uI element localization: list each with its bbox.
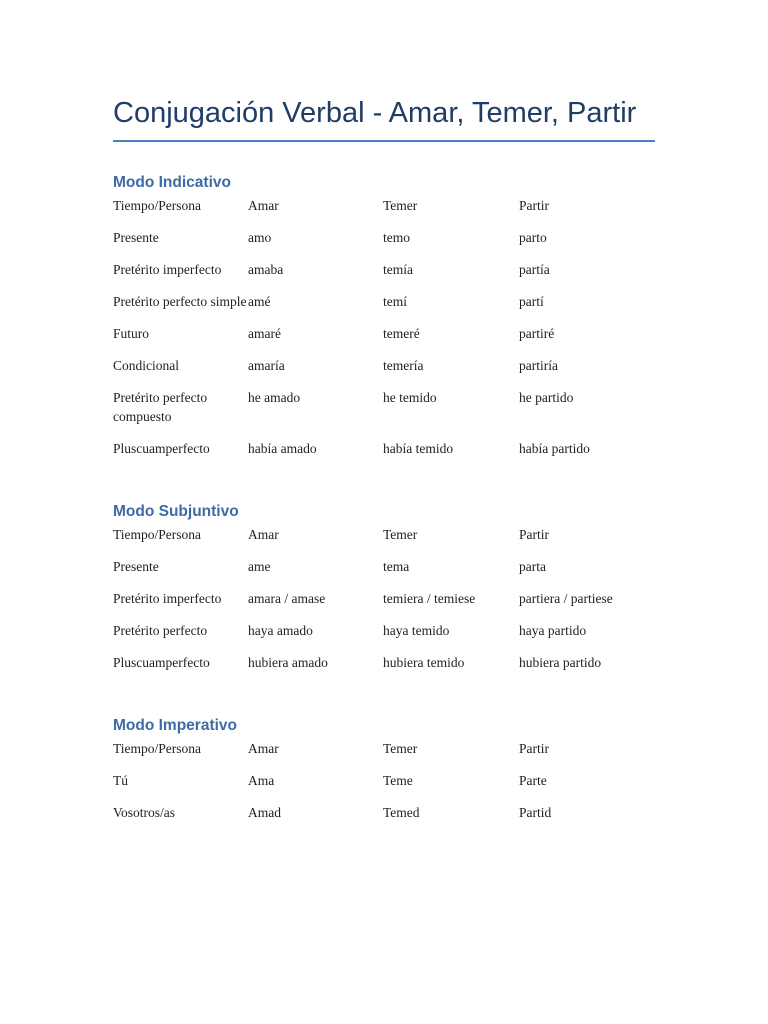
tense-label: Presente [113, 559, 159, 574]
table-row [113, 292, 655, 324]
conjugation-cell: amara / amase [248, 591, 326, 606]
table-header-row [113, 196, 655, 228]
column-header: Tiempo/Persona [113, 741, 202, 756]
column-header: Temer [383, 198, 418, 213]
table-row [113, 388, 655, 439]
table-header-row [113, 525, 655, 557]
conjugation-cell: había partido [519, 441, 590, 456]
table-row [113, 621, 655, 653]
table-row [113, 356, 655, 388]
conjugation-cell: he amado [248, 390, 301, 405]
conjugation-cell: temeré [383, 326, 420, 341]
conjugation-cell: parto [519, 230, 547, 245]
conjugation-cell: temía [383, 262, 413, 277]
column-header: Partir [519, 741, 549, 756]
table-header-row [113, 739, 655, 771]
tense-label: Pretérito imperfecto [113, 591, 222, 606]
tense-label: Pretérito perfecto simple [113, 294, 247, 309]
conjugation-cell: amé [248, 294, 271, 309]
conjugation-cell: partía [519, 262, 550, 277]
document-title: Conjugación Verbal - Amar, Temer, Partir [113, 97, 637, 129]
conjugation-cell: haya temido [383, 623, 450, 638]
conjugation-cell: Partid [519, 805, 552, 820]
table-row [113, 557, 655, 589]
tense-label: Condicional [113, 358, 179, 373]
conjugation-cell: temería [383, 358, 424, 373]
conjugation-cell: Parte [519, 773, 547, 788]
tense-label: Pretérito imperfecto [113, 262, 222, 277]
conjugation-cell: Amad [248, 805, 281, 820]
section-imperativo [113, 716, 655, 835]
table-row [113, 653, 655, 685]
section-heading: Modo Subjuntivo [113, 503, 239, 520]
column-header: Temer [383, 741, 418, 756]
column-header: Amar [248, 741, 279, 756]
column-header: Partir [519, 527, 549, 542]
conjugation-cell: Ama [248, 773, 275, 788]
conjugation-cell: temo [383, 230, 410, 245]
conjugation-cell: hubiera amado [248, 655, 328, 670]
conjugation-cell: había temido [383, 441, 454, 456]
section-heading: Modo Imperativo [113, 717, 238, 734]
section-subjuntivo [113, 502, 655, 685]
conjugation-cell: he partido [519, 390, 574, 405]
conjugation-cell: Teme [383, 773, 413, 788]
tense-label: Pretérito perfecto [113, 623, 208, 638]
conjugation-cell: temiera / temiese [383, 591, 476, 606]
conjugation-cell: hubiera temido [383, 655, 465, 670]
conjugation-cell: haya partido [519, 623, 587, 638]
tense-label: Pluscuamperfecto [113, 441, 210, 456]
conjugation-cell: Temed [383, 805, 420, 820]
tense-label: Futuro [113, 326, 150, 341]
table-row [113, 324, 655, 356]
conjugation-cell: he temido [383, 390, 437, 405]
table-row [113, 439, 655, 471]
column-header: Amar [248, 198, 279, 213]
tense-label: Pluscuamperfecto [113, 655, 210, 670]
section-indicativo [113, 173, 655, 471]
tense-label: Pretérito perfecto compuesto [113, 390, 208, 424]
conjugation-cell: partí [519, 294, 544, 309]
table-row [113, 771, 655, 803]
tense-label: Vosotros/as [113, 805, 176, 820]
conjugation-cell: parta [519, 559, 546, 574]
conjugation-cell: partiría [519, 358, 558, 373]
tense-label: Tú [113, 773, 128, 788]
conjugation-cell: partiré [519, 326, 555, 341]
conjugation-table [113, 739, 655, 835]
conjugation-cell: ame [248, 559, 271, 574]
tense-label: Presente [113, 230, 159, 245]
conjugation-table [113, 196, 655, 471]
column-header: Partir [519, 198, 549, 213]
table-row [113, 589, 655, 621]
column-header: Amar [248, 527, 279, 542]
conjugation-cell: había amado [248, 441, 317, 456]
conjugation-cell: hubiera partido [519, 655, 602, 670]
document-page [113, 92, 655, 835]
section-heading: Modo Indicativo [113, 174, 231, 191]
conjugation-cell: amaría [248, 358, 285, 373]
conjugation-cell: amaba [248, 262, 284, 277]
conjugation-cell: amaré [248, 326, 281, 341]
table-row [113, 228, 655, 260]
conjugation-cell: haya amado [248, 623, 313, 638]
conjugation-cell: temí [383, 294, 407, 309]
conjugation-cell: tema [383, 559, 410, 574]
column-header: Temer [383, 527, 418, 542]
table-row [113, 260, 655, 292]
conjugation-cell: amo [248, 230, 272, 245]
conjugation-cell: partiera / partiese [519, 591, 613, 606]
conjugation-table [113, 525, 655, 685]
column-header: Tiempo/Persona [113, 527, 202, 542]
table-row [113, 803, 655, 835]
column-header: Tiempo/Persona [113, 198, 202, 213]
title-underline [113, 140, 655, 142]
